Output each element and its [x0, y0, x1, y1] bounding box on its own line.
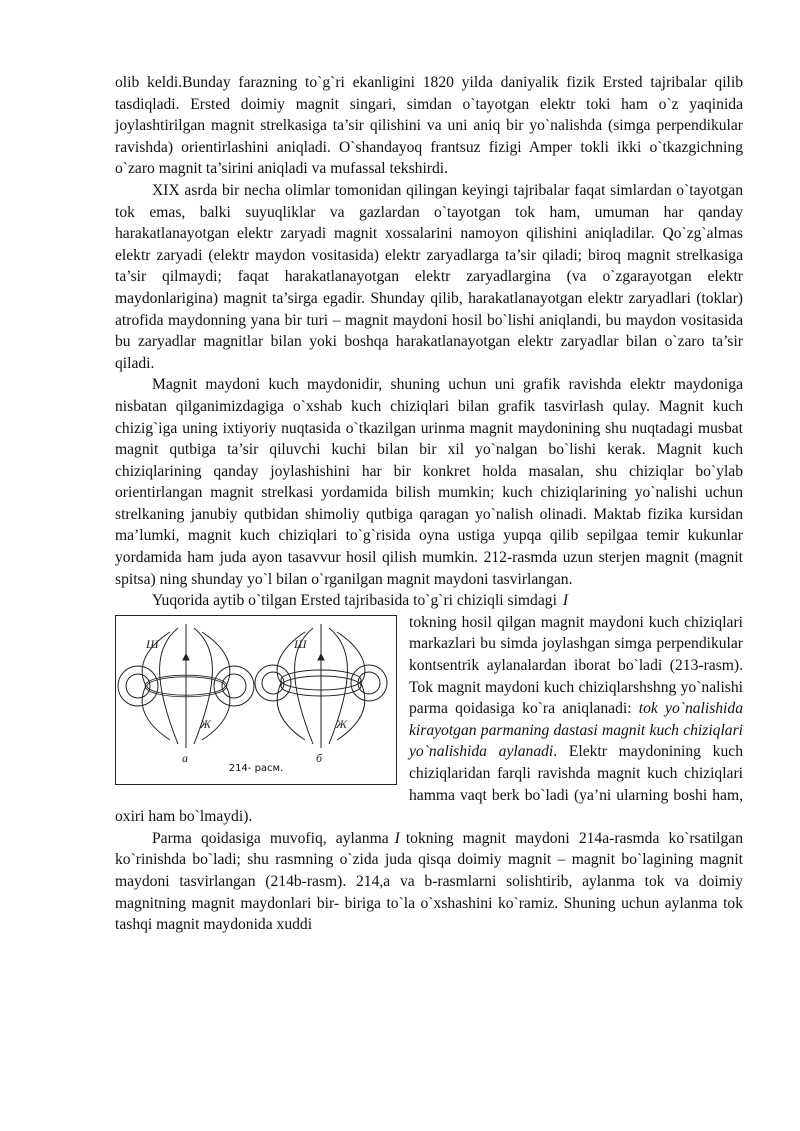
south-label-b: Ж	[336, 716, 347, 731]
figure-214	[115, 615, 397, 785]
paragraph-4-text-a: Yuqorida aytib o`tilgan Ersted tajribasida to`g`ri chiziqli simdagi	[152, 592, 557, 610]
paragraph-5	[115, 828, 743, 936]
south-label-a: Ж	[200, 716, 211, 731]
paragraph-4-text-b: tokning hosil qilgan magnit maydoni kuch chiziqlari markazlari bu simda joylashgan simga perpendikular kontsentrik aylanalardan iborat bo`ladi (213-rasm). Tok magnit maydoni kuch chiziqlarshshng yo`nalishi parma qoidasiga ko`ra aniqlanadi:	[409, 613, 743, 718]
paragraph-2: XIX asrda bir necha olimlar tomonidan qilingan keyingi tajribalar faqat simlardan o`tayotgan tok emas, balki suyuqliklar va gazlardan o`tayotgan tok ham, umuman har qanday harakatlanayotgan elektr zaryadi magnit xossalarini namoyon qilishini aniqladilar. Qo`zg`almas elektr zaryadi (elektr maydon vositasida) elektr zaryadlarga ta’sir qiladi; biroq magnit strelkasiga ta’sir qilmaydi; faqat harakatlanayotgan elektr zaryadlargina (va o`zgarayotgan elektr maydonlarigina) magnit ta’sirga egadir. Shunday qilib, harakatlanayotgan elektr zaryadlari (toklar) atrofida maydonning yana bir turi – magnit maydoni hosil bo`lishi aniqlandi, bu maydon vositasida bu zaryadlar magnitlar bilan yoki boshqa harakatlanayotgan elektr zaryadlar bilan o`zaro ta’sir qiladi.	[115, 181, 743, 372]
figure-caption: 214- расм.	[228, 763, 284, 775]
parma-rule-italic: tok yo`nalishida kirayotgan parmaning dastasi magnit kuch chiziqlari yo`nalishida aylanadi	[409, 700, 743, 761]
paragraph-5-text-a: Parma qoidasiga muvofiq, aylanma	[152, 829, 389, 847]
paragraph-1: olib keldi.Bunday farazning to`g`ri ekanligini 1820 yilda daniyalik fizik Ersted tajribalar qilib tasdiqladi. Ersted doimiy magnit singari, simdan o`tayotgan elektr toki ham o`z yaqinida joylashtirilgan magnit strelkasiga ta’sir qilishini va uni aniq bir yo`nalishda (simga perpendikular ravishda) orientirlashini aniqladi. O`shandayoq frantsuz fizigi Amper tokli ikki o`tkazgichning o`zaro magnit ta’sirini aniqladi va mufassal tekshirdi.	[115, 74, 743, 178]
paragraph-3: Magnit maydoni kuch maydonidir, shuning uchun uni grafik ravishda elektr maydoniga nisbatan qilganimizdagiga o`xshab kuch chiziqlari bilan grafik tasvirlash qulay. Magnit kuch chizig`iga uning ixtiyoriy nuqtasida o`tkazilgan urinma magnit maydonining shu nuqtadagi musbat magnit qutbiga ta’sir qiluvchi kuchi bilan bir xil yo`nalgan bo`lishi kerak. Magnit kuch chiziqlarining qanday joylashishini har bir konkret holda masalan, shu chiziqlar bo`ylab orientirlangan magnit strelkasi yordamida bilish mumkin; kuch chiziqlarining yo`nalishi uchun strelkaning janubiy qutbidan shimoliy qutbiga qaragan yo`nalish olinadi. Maktab fizika kursidan ma’lumki, magnit kuch chiziqlari to`g`risida oyna ustiga yupqa qilib sepilgaa temir kukunlar yordamida ham juda ayon tasavvur hosil qilish mumkin. 212-rasmda uzun sterjen magnit (magnit spitsa) ning shunday yo`l bilan o`rganilgan magnit maydoni tasvirlangan.	[115, 376, 743, 588]
paragraph-5-text-b: tokning magnit maydoni 214a-rasmda ko`rsatilgan ko`rinishda bo`ladi; shu rasmning o`zida juda qisqa doimiy magnit – magnit bo`lagining magnit maydoni tasvirlangan (214b-rasm). 214,a va b-rasmlarni solishtirib, aylanma tok va doimiy magnitning magnit maydonlari bir- biriga to`la o`xshashini ko`ramiz. Shuning uchun aylanma tok tashqi magnit maydonida xuddi	[115, 829, 744, 934]
current-symbol-2: I	[394, 829, 400, 847]
current-symbol: I	[562, 592, 569, 610]
paragraph-4	[115, 590, 743, 612]
paragraph-4-text-c: . Elektr maydonining kuch chiziqlaridan farqli ravishda magnit kuch chiziqlari hamma vaqt berk bo`ladi (ya’ni ularning boshi ham, oxiri ham bo`lmaydi).	[115, 743, 743, 826]
north-label-b: Ш	[294, 636, 307, 651]
subfigure-label-a: a	[182, 750, 188, 765]
north-label-a: Ш	[146, 636, 159, 651]
document-page	[115, 72, 743, 936]
subfigure-label-b: б	[316, 750, 323, 765]
